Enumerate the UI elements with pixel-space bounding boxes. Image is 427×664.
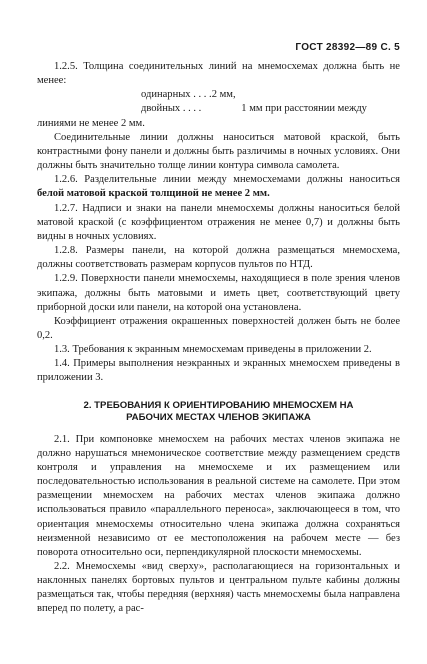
paragraph-1-2-5-end: линиями не менее 2 мм. bbox=[37, 117, 145, 129]
paragraph-1-2-5: 1.2.5. Толщина соединительных линий на мнемосхемах должна быть не менее: bbox=[37, 61, 400, 87]
paragraph-2-2: 2.2. Мнемосхемы «вид сверху», располагающиеся на горизонтальных и наклонных панелях бортовых пультов и центральном пульте кабины должны размещаться так, чтобы передняя (верхняя) часть мнемосхемы была направлена вперед по полету, а рас- bbox=[37, 561, 400, 615]
dimension-single-label: одинарных . . . . bbox=[141, 89, 212, 101]
paragraph-1-2-9: 1.2.9. Поверхности панели мнемосхемы, находящиеся в поле зрения членов экипажа, должны быть матовыми и иметь цвет, соответствующий цвету приборной доски или панели, на которой она установлена. bbox=[37, 273, 400, 313]
paragraph-1-2-7: 1.2.7. Надписи и знаки на панели мнемосхемы должны наноситься белой матовой краской (с коэффициентом отражения не менее 0,7) и должны быть видны в ночных условиях. bbox=[37, 202, 400, 242]
dimension-single bbox=[37, 88, 400, 102]
paragraph-connecting-lines: Соединительные линии должны наноситься матовой краской, быть контрастными фону панели и должны быть различимы в ночных условиях. Они должны быть значительно толще линии контура символа самолета. bbox=[37, 131, 400, 172]
page-content bbox=[37, 60, 400, 617]
paragraph-1-2-6-text: 1.2.6. Разделительные линии между мнемосхемами должны наноситься bbox=[54, 174, 400, 186]
dimension-double-value: 1 мм при расстоянии между bbox=[241, 103, 367, 115]
section-heading: 2. ТРЕБОВАНИЯ К ОРИЕНТИРОВАНИЮ МНЕМОСХЕМ НА РАБОЧИХ МЕСТАХ ЧЛЕНОВ ЭКИПАЖА bbox=[83, 399, 354, 424]
dimension-double bbox=[37, 102, 400, 116]
paragraph-1-4: 1.4. Примеры выполнения неэкранных и экранных мнемосхем приведены в приложении 3. bbox=[37, 358, 400, 384]
paragraph-1-2-6 bbox=[37, 173, 400, 201]
paragraph-1-2-6-bold: белой матовой краской толщиной не менее 2 мм. bbox=[37, 188, 270, 200]
page-header: ГОСТ 28392—89 С. 5 bbox=[295, 42, 400, 53]
paragraph-1-3: 1.3. Требования к экранным мнемосхемам приведены в приложении 2. bbox=[54, 344, 372, 356]
dimension-single-value: 2 мм, bbox=[211, 89, 236, 101]
paragraph-reflection-coefficient: Коэффициент отражения окрашенных поверхностей должен быть не более 0,2. bbox=[37, 315, 400, 341]
dimension-double-label: двойных . . . . bbox=[141, 103, 202, 115]
paragraph-2-1: 2.1. При компоновке мнемосхем на рабочих местах членов экипажа не должно нарушаться мнемоническое соответствие между размещением средств контроля и управления на мнемосхеме и их размещением или последовательностью использования в реальной системе на самолете. При этом размещении мнемосхем на рабочих местах членов экипажа должно использоваться правило «параллельного переноса», заключающееся в том, что ориентация мнемосхемы относительно члена экипажа должна сохраняться неизменной независимо от ее местоположения на рабочем месте — без поворота относительно оси, перпендикулярной плоскости мнемосхемы. bbox=[37, 433, 400, 558]
paragraph-1-2-8: 1.2.8. Размеры панели, на которой должна размещаться мнемосхема, должны соответствовать размерам корпусов пультов по НТД. bbox=[37, 245, 400, 271]
